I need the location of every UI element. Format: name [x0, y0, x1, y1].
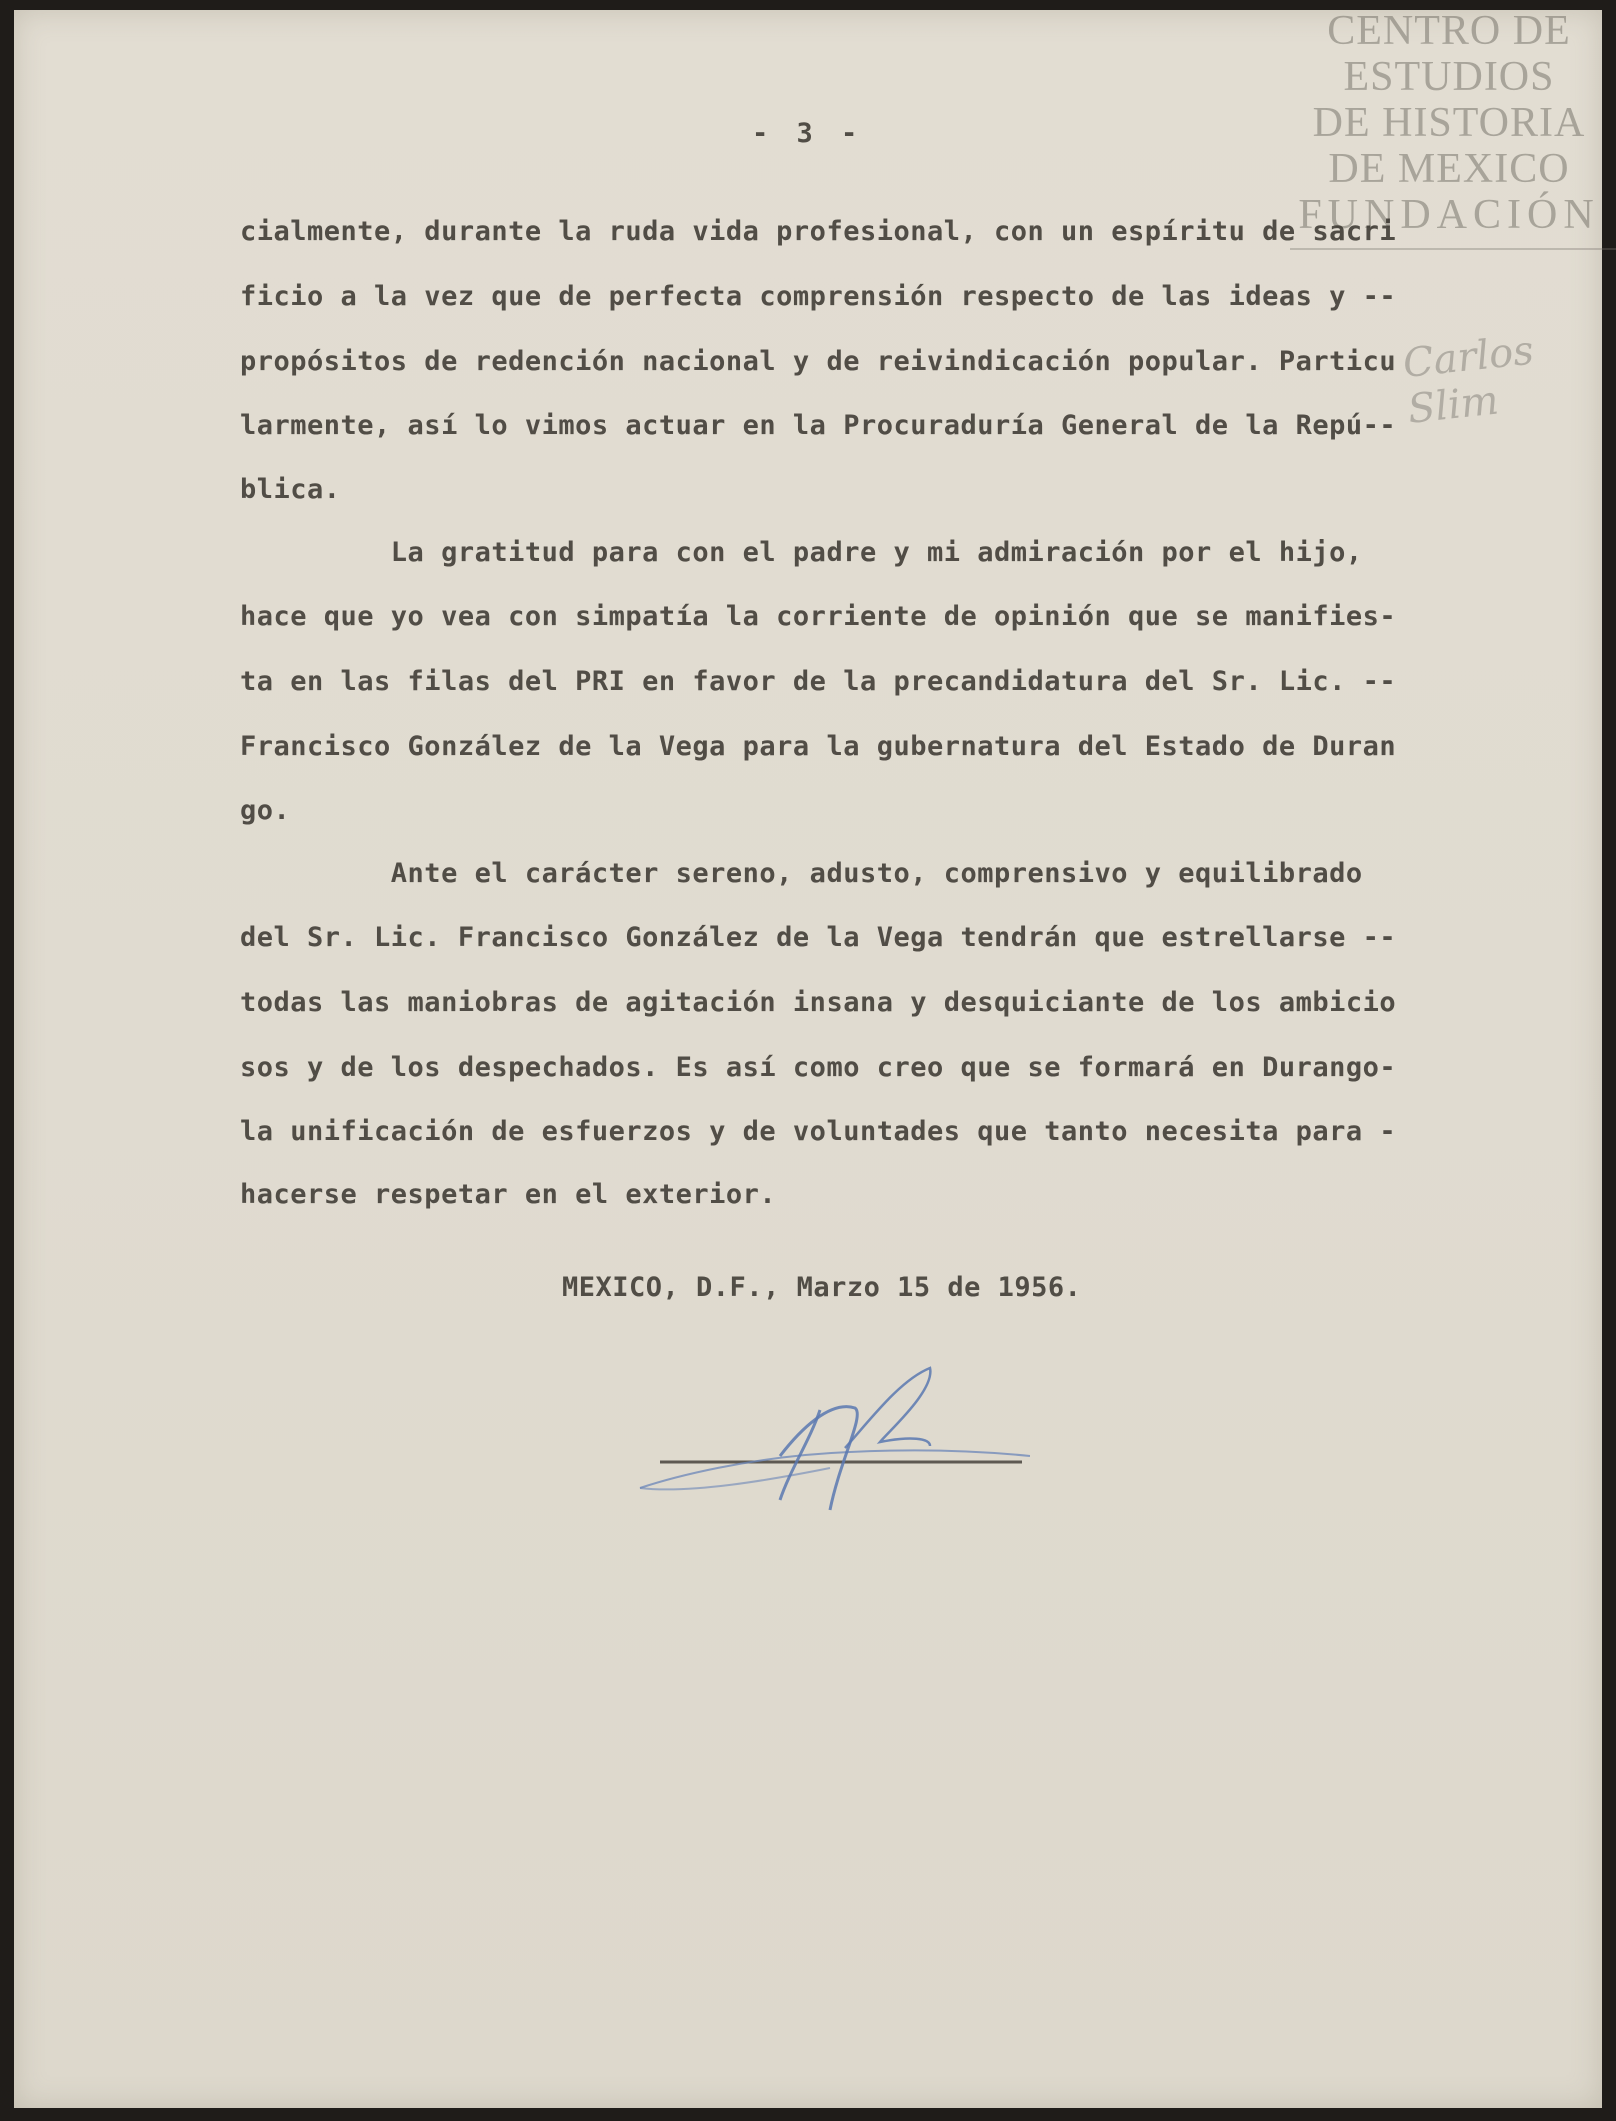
text-line: sos y de los despechados. Es así como creo que se formará en Durango-: [240, 1052, 1397, 1083]
text-line: ta en las filas del PRI en favor de la precandidatura del Sr. Lic. --: [240, 666, 1397, 697]
scan-border-right: [1602, 0, 1616, 2121]
text-line: hacerse respetar en el exterior.: [240, 1179, 777, 1210]
date-line: MEXICO, D.F., Marzo 15 de 1956.: [562, 1272, 1082, 1303]
text-line: go.: [240, 795, 291, 826]
archive-watermark: [1282, 8, 1616, 238]
handwritten-signature: [630, 1360, 1030, 1520]
text-line: todas las maniobras de agitación insana y desquiciante de los ambicio: [240, 987, 1397, 1018]
text-line: Francisco González de la Vega para la gubernatura del Estado de Duran: [240, 731, 1397, 762]
text-line: Ante el carácter sereno, adusto, comprensivo y equilibrado: [240, 858, 1363, 889]
watermark-signature: Carlos Slim: [1400, 327, 1536, 433]
watermark-rule: [1290, 248, 1616, 250]
text-line: propósitos de redención nacional y de reivindicación popular. Particu: [240, 346, 1397, 377]
text-line: ficio a la vez que de perfecta comprensión respecto de las ideas y --: [240, 281, 1397, 312]
text-line: larmente, así lo vimos actuar en la Procuraduría General de la Repú--: [240, 410, 1397, 441]
watermark-line: ESTUDIOS: [1343, 54, 1555, 100]
text-line: La gratitud para con el padre y mi admiración por el hijo,: [240, 537, 1363, 568]
page-number: - 3 -: [752, 118, 864, 149]
scan-border-bottom: [0, 2108, 1616, 2121]
text-line: hace que yo vea con simpatía la corriente de opinión que se manifies-: [240, 601, 1397, 632]
watermark-line: FUNDACIÓN: [1298, 192, 1600, 238]
text-line: la unificación de esfuerzos y de voluntades que tanto necesita para -: [240, 1116, 1397, 1147]
watermark-line: DE MEXICO: [1328, 146, 1570, 192]
scan-border-left: [0, 0, 14, 2121]
watermark-line: DE HISTORIA: [1312, 100, 1586, 146]
text-line: del Sr. Lic. Francisco González de la Vega tendrán que estrellarse --: [240, 922, 1397, 953]
text-line: cialmente, durante la ruda vida profesional, con un espíritu de sacri: [240, 216, 1397, 247]
text-line: blica.: [240, 474, 341, 505]
watermark-line: CENTRO DE: [1327, 8, 1571, 54]
